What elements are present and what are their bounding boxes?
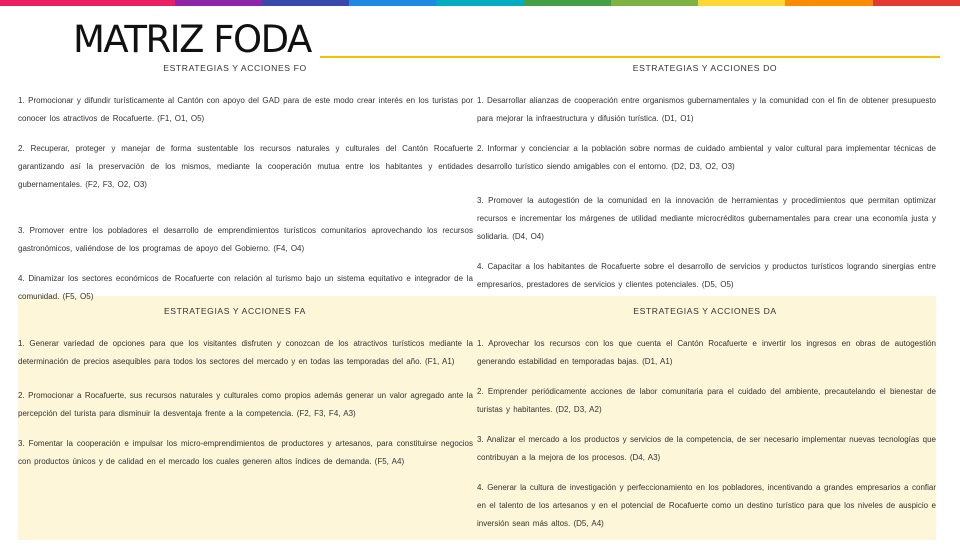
do-heading: ESTRATEGIAS Y ACCIONES DO — [632, 63, 778, 73]
stripe-segment — [785, 0, 872, 6]
do-item: 3. Promover la autogestión de la comunidad en la innovación de herramientas y procedimientos que permitan optimizar recursos e incrementar los márgenes de utilidad mediante microcréditos gubernamentales para crear una economía justa y solidaria. (D4, O4) — [477, 196, 936, 241]
fa-item: 1. Generar variedad de opciones para que los visitantes disfruten y conozcan de los atractivos turísticos mediante la determinación de precios asequibles para todos los sectores del mercado y en todas las temporadas del año. (F1, A1) — [18, 339, 473, 366]
fo-item: 4. Dinamizar los sectores económicos de Rocafuerte con relación al turismo bajo un sistema equitativo e integrador de la comunidad. (F5, O5) — [18, 274, 473, 301]
do-column — [477, 92, 936, 306]
do-item: 4. Capacitar a los habitantes de Rocafuerte sobre el desarrollo de servicios y productos turísticos logrando sinergias entre empresarios, prestadores de servicios y clientes potenciales. (D5, O5) — [477, 262, 936, 289]
da-item: 1. Aprovechar los recursos con los que cuenta el Cantón Rocafuerte e invertir los ingresos en obras de autogestión generando estabilidad en temporadas bajas. (D1, A1) — [477, 339, 936, 366]
fo-heading: ESTRATEGIAS Y ACCIONES FO — [163, 63, 307, 73]
fa-item: 2. Promocionar a Rocafuerte, sus recursos naturales y culturales como propios además generar un valor agregado ante la percepción del turista para disminuir la desventaja frente a la competencia. (F2, F3, F4, A3) — [18, 391, 473, 418]
page-title: MATRIZ FODA — [73, 18, 311, 61]
fa-item: 3. Fomentar la cooperación e impulsar los micro-emprendimientos de productores y artesanos, para constituirse negocios con productos únicos y de calidad en el mercado los cuales generen altos índices de demanda. (F5, A4) — [18, 439, 473, 466]
stripe-segment — [873, 0, 960, 6]
stripe-segment — [175, 0, 262, 6]
stripe-segment — [0, 0, 87, 6]
stripe-segment — [436, 0, 523, 6]
da-heading: ESTRATEGIAS Y ACCIONES DA — [633, 306, 777, 316]
da-item: 3. Analizar el mercado a los productos y servicios de la competencia, de ser necesario implementar nuevas tecnologías que contribuyan a la mejora de los procesos. (D4, A3) — [477, 435, 936, 462]
fo-item: 3. Promover entre los pobladores el desarrollo de emprendimientos turísticos comunitarios aprovechando los recursos gastronómicos, valiéndose de los programas de apoyo del Gobierno. (F4, O4) — [18, 226, 473, 253]
stripe-segment — [698, 0, 785, 6]
stripe-segment — [262, 0, 349, 6]
title-underline — [320, 56, 940, 58]
color-stripe — [0, 0, 960, 6]
fo-item: 1. Promocionar y difundir turísticamente al Cantón con apoyo del GAD para de este modo crear interés en los turistas por conocer los atractivos de Rocafuerte. (F1, O1, O5) — [18, 96, 473, 123]
stripe-segment — [611, 0, 698, 6]
fa-heading: ESTRATEGIAS Y ACCIONES FA — [163, 306, 307, 316]
da-item: 4. Generar la cultura de investigación y perfeccionamiento en los pobladores, incentivando a grandes empresarios a confiar en el talento de los artesanos y en el potencial de Rocafuerte como un destino turístico para que los niveles de auspicio e inversión sean más altos. (D5, A4) — [477, 483, 936, 528]
da-item: 2. Emprender periódicamente acciones de labor comunitaria para el cuidado del ambiente, precautelando el bienestar de turistas y habitantes. (D2, D3, A2) — [477, 387, 936, 414]
fo-item: 2. Recuperar, proteger y manejar de forma sustentable los recursos naturales y culturales del Cantón Rocafuerte garantizando así la preservación de los mismos, mediante la cooperación mutua entre los habitantes y entidades gubernamentales. (F2, F3, O2, O3) — [18, 144, 473, 189]
da-column — [477, 335, 936, 545]
stripe-segment — [349, 0, 436, 6]
stripe-segment — [524, 0, 611, 6]
stripe-segment — [87, 0, 174, 6]
fa-column — [18, 335, 473, 483]
do-item: 1. Desarrollar alianzas de cooperación entre organismos gubernamentales y la comunidad con el fin de obtener presupuesto para mejorar la infraestructura y difusión turística. (D1, O1) — [477, 96, 936, 123]
fo-column — [18, 92, 473, 318]
do-item: 2. Informar y concienciar a la población sobre normas de cuidado ambiental y valor cultural para implementar técnicas de desarrollo turístico siendo amigables con el entorno. (D2, D3, O2, O3) — [477, 144, 936, 171]
